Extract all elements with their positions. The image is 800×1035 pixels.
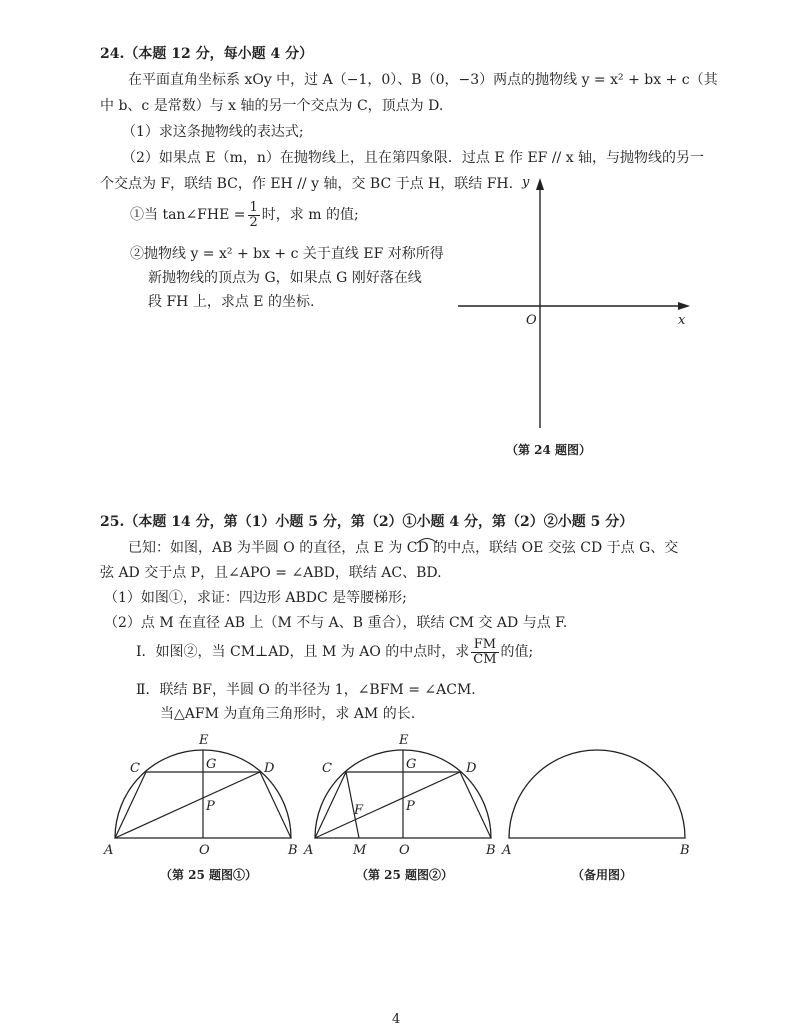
q25-subI-post: 的值;	[500, 644, 534, 660]
fig2-label-f: F	[354, 803, 364, 818]
fig1-label-p: P	[206, 799, 215, 814]
q25-figure-2	[300, 730, 505, 860]
q24-sub1-pre: ①当 tan∠FHE =	[130, 207, 246, 223]
q24-sub1	[130, 200, 359, 230]
page-number: 4	[392, 1012, 401, 1027]
q25-subI	[136, 636, 533, 668]
q25-subI-num: FM	[471, 638, 498, 653]
q25-subI-den: CM	[473, 651, 497, 667]
q24-sub1-den: 2	[249, 214, 258, 230]
q25-part1: （1）如图①，求证：四边形 ABDC 是等腰梯形;	[104, 590, 407, 606]
q25-subI-fraction	[471, 638, 498, 667]
origin-label: O	[526, 313, 537, 328]
fig1-label-c: C	[130, 761, 140, 776]
fig2-label-c: C	[322, 761, 332, 776]
y-axis-arrow-icon	[536, 178, 544, 190]
q24-axes-figure	[450, 170, 700, 440]
fig1-label-a: A	[104, 843, 114, 858]
arc-cd-mark	[415, 536, 439, 544]
q24-caption: （第 24 题图）	[506, 443, 592, 457]
q24-sub1-num: 1	[249, 199, 258, 215]
q25-figure-spare	[500, 730, 705, 860]
q25-line2: 弦 AD 交于点 P，且∠APO = ∠ABD，联结 AC、BD.	[100, 565, 442, 581]
y-axis-label: y	[522, 175, 530, 190]
fig2-label-p: P	[406, 799, 415, 814]
q25-line1: 已知：如图，AB 为半圆 O 的直径，点 E 为 CD 的中点，联结 OE 交弦 CD 于点 G、交	[128, 540, 679, 556]
q24-sub2b: 新抛物线的顶点为 G，如果点 G 刚好落在线	[148, 270, 422, 286]
q25-header: 25.（本题 14 分，第（1）小题 5 分，第（2）①小题 4 分，第（2）②小题 5 分）	[100, 514, 634, 530]
q25-figure-1	[100, 730, 305, 860]
fig2-label-d: D	[466, 761, 477, 776]
fig3-label-a: A	[502, 843, 512, 858]
x-axis-label: x	[678, 313, 686, 328]
q25-subII-b: 当△AFM 为直角三角形时，求 AM 的长.	[160, 706, 416, 722]
fig2-label-g: G	[406, 757, 417, 772]
fig1-label-d: D	[264, 761, 275, 776]
fig2-label-b: B	[486, 843, 496, 858]
q24-sub1-fraction	[248, 201, 260, 230]
q24-header: 24.（本题 12 分，每小题 4 分）	[100, 46, 314, 62]
q25-caption-1: （第 25 题图①）	[160, 868, 258, 882]
q25-part2: （2）点 M 在直径 AB 上（M 不与 A、B 重合），联结 CM 交 AD 与点 F.	[104, 615, 568, 631]
x-axis-arrow-icon	[678, 302, 690, 310]
fig2-label-o: O	[399, 843, 410, 858]
q24-part2b: 个交点为 F，联结 BC，作 EH // y 轴，交 BC 于点 H，联结 FH.	[100, 176, 514, 192]
q24-line1: 在平面直角坐标系 xOy 中，过 A（−1，0）、B（0，−3）两点的抛物线 y = x² + bx + c（其	[128, 72, 718, 88]
fig1-label-o: O	[199, 843, 210, 858]
q25-caption-2: （第 25 题图②）	[356, 868, 454, 882]
fig2-label-a: A	[304, 843, 314, 858]
q24-part2a: （2）如果点 E（m，n）在抛物线上，且在第四象限．过点 E 作 EF // x 轴，与抛物线的另一	[122, 150, 705, 166]
q25-subI-pre: Ⅰ．如图②，当 CM⊥AD，且 M 为 AO 的中点时，求	[136, 644, 470, 660]
fig2-label-e: E	[399, 733, 409, 748]
q24-sub2a: ②抛物线 y = x² + bx + c 关于直线 EF 对称所得	[130, 246, 444, 262]
q24-part1: （1）求这条抛物线的表达式;	[122, 124, 304, 140]
q25-caption-3: （备用图）	[572, 868, 633, 882]
q24-sub2c: 段 FH 上，求点 E 的坐标.	[148, 294, 315, 310]
fig1-label-g: G	[206, 757, 217, 772]
q24-line2: 中 b、c 是常数）与 x 轴的另一个交点为 C，顶点为 D.	[100, 98, 444, 114]
fig1-label-b: B	[288, 843, 298, 858]
fig3-label-b: B	[680, 843, 690, 858]
q25-subII-a: Ⅱ．联结 BF，半圆 O 的半径为 1，∠BFM = ∠ACM.	[136, 682, 476, 698]
q24-sub1-post: 时，求 m 的值;	[261, 207, 359, 223]
fig2-label-m: M	[353, 843, 367, 858]
fig1-label-e: E	[199, 733, 209, 748]
